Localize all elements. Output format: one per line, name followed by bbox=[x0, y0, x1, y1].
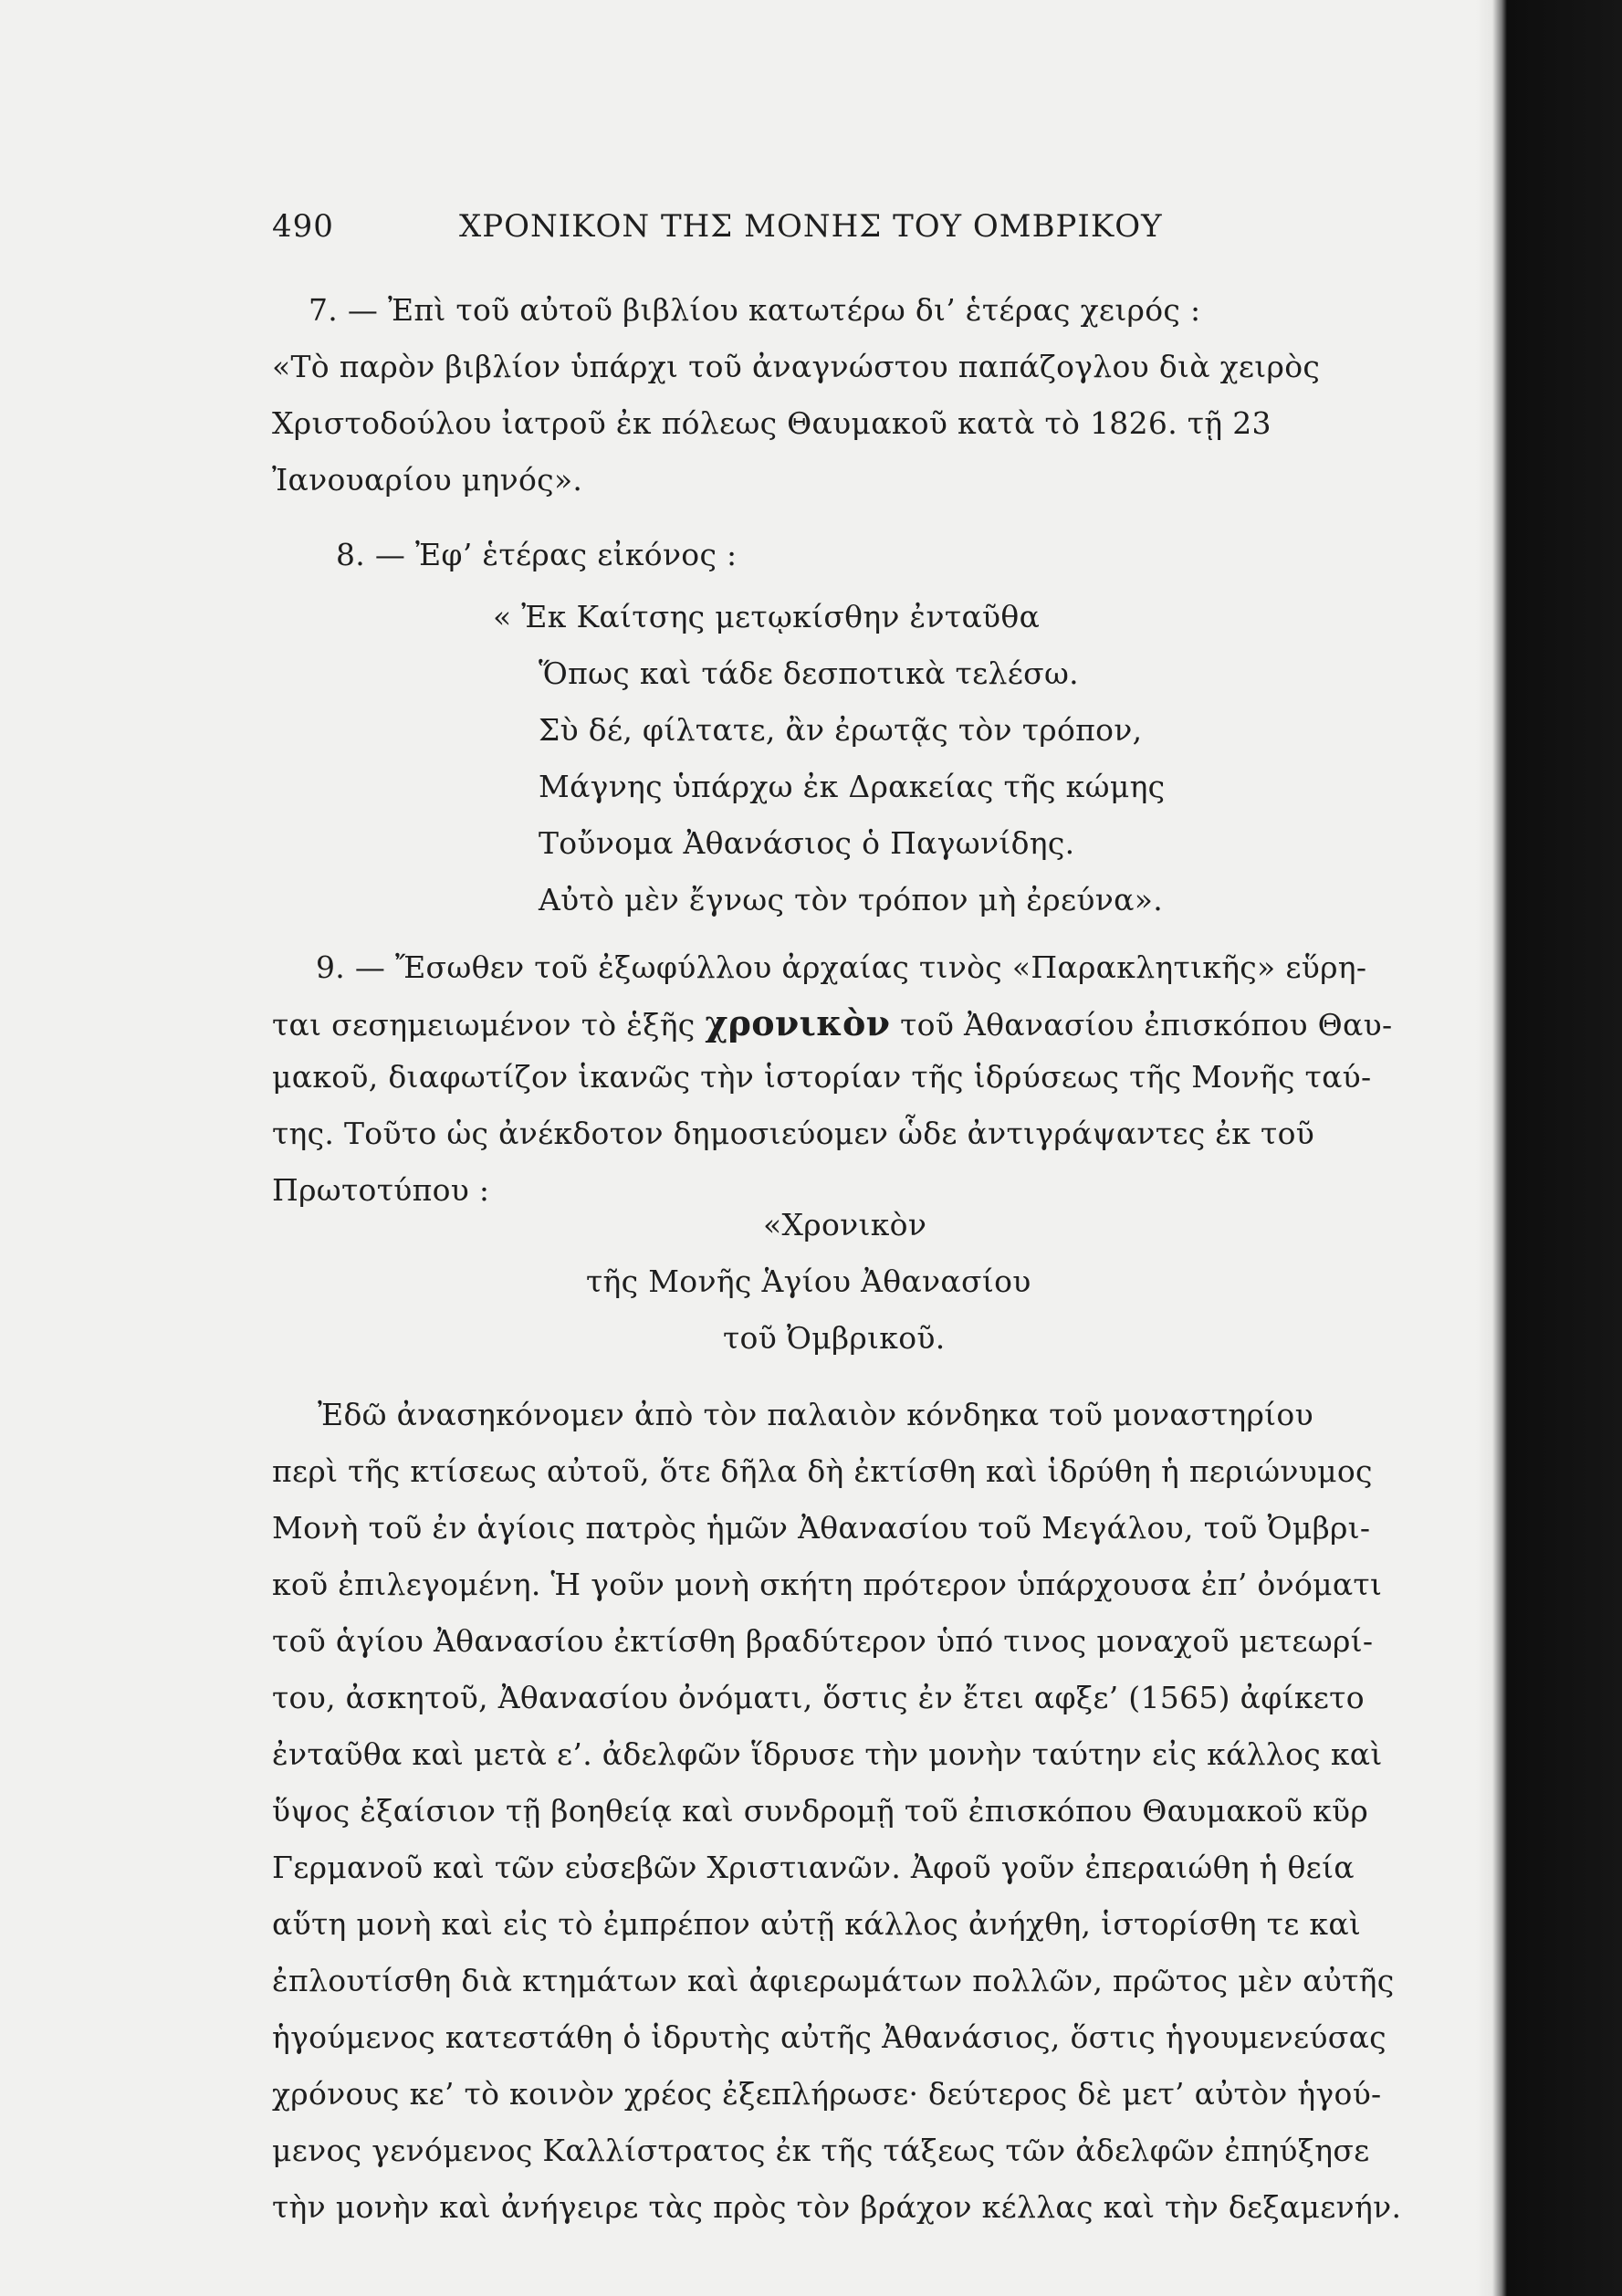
text-line: ἐπλουτίσθη διὰ κτημάτων καὶ ἀφιερωμάτων πολλῶν, πρῶτος μὲν αὐτῆς bbox=[272, 1963, 1395, 1998]
text-segment: ται σεσημειωμένον τὸ ἑξῆς bbox=[272, 1007, 696, 1043]
text-line: περὶ τῆς κτίσεως αὐτοῦ, ὅτε δῆλα δὴ ἐκτίσθη καὶ ἱδρύθη ἡ περιώνυμος bbox=[272, 1453, 1373, 1489]
text-line: τὴν μονὴν καὶ ἀνήγειρε τὰς πρὸς τὸν βράχον κέλλας καὶ τὴν δεξαμενήν. bbox=[272, 2189, 1402, 2225]
text-line: ἡγούμενος κατεστάθη ὁ ἱδρυτὴς αὐτῆς Ἀθανάσιος, ὅστις ἡγουμενεύσας bbox=[272, 2019, 1387, 2055]
text-line: 7. — Ἐπὶ τοῦ αὐτοῦ βιβλίου κατωτέρω δι’ ἑτέρας χειρός : bbox=[309, 292, 1201, 328]
text-line: «Τὸ παρὸν βιβλίον ὑπάρχι τοῦ ἀναγνώστου παπάζογλου διὰ χειρὸς bbox=[272, 349, 1321, 384]
text-line: Ἐδῶ ἀνασηκόνομεν ἀπὸ τὸν παλαιὸν κόνδηκα τοῦ μοναστηρίου bbox=[318, 1397, 1313, 1432]
text-line: Ἰανουαρίου μηνός». bbox=[272, 462, 583, 498]
verse-line: Τοὔνομα Ἀθανάσιος ὁ Παγωνίδης. bbox=[539, 825, 1075, 861]
text-segment: τοῦ Ἀθανασίου ἐπισκόπου Θαυ- bbox=[900, 1007, 1393, 1043]
text-line: κοῦ ἐπιλεγομένη. Ἡ γοῦν μονὴ σκήτη πρότερον ὑπάρχουσα ἐπ’ ὀνόματι bbox=[272, 1567, 1383, 1602]
verse-line: Μάγνης ὑπάρχω ἐκ Δρακείας τῆς κώμης bbox=[539, 769, 1166, 804]
text-line: Γερμανοῦ καὶ τῶν εὐσεβῶν Χριστιανῶν. Ἀφοῦ γοῦν ἐπεραιώθη ἡ θεία bbox=[272, 1850, 1355, 1885]
text-line: ὕψος ἐξαίσιον τῇ βοηθείᾳ καὶ συνδρομῇ τοῦ ἐπισκόπου Θαυμακοῦ κῦρ bbox=[272, 1793, 1369, 1829]
text-line: Πρωτοτύπου : bbox=[272, 1172, 490, 1208]
page-edge-shadow bbox=[1476, 0, 1622, 2296]
chronicle-title: τῆς Μονῆς Ἁγίου Ἀθανασίου bbox=[586, 1263, 1031, 1299]
text-line: 8. — Ἐφ’ ἑτέρας εἰκόνος : bbox=[336, 537, 738, 572]
chronicle-title: τοῦ Ὀμβρικοῦ. bbox=[723, 1320, 946, 1356]
text-line: μακοῦ, διαφωτίζον ἱκανῶς τὴν ἱστορίαν τῆς ἱδρύσεως τῆς Μονῆς ταύ- bbox=[272, 1059, 1372, 1095]
text-line bbox=[272, 1002, 1392, 1043]
text-line: Μονὴ τοῦ ἐν ἁγίοις πατρὸς ἡμῶν Ἀθανασίου τοῦ Μεγάλου, τοῦ Ὀμβρι- bbox=[272, 1510, 1371, 1546]
verse-line: Ὅπως καὶ τάδε δεσποτικὰ τελέσω. bbox=[539, 655, 1079, 691]
text-line: μενος γενόμενος Καλλίστρατος ἐκ τῆς τάξεως τῶν ἀδελφῶν ἐπηύξησε bbox=[272, 2133, 1370, 2168]
text-line: του, ἀσκητοῦ, Ἀθανασίου ὀνόματι, ὅστις ἐν ἔτει αφξε’ (1565) ἀφίκετο bbox=[272, 1680, 1365, 1715]
text-line: ἐνταῦθα καὶ μετὰ ε’. ἀδελφῶν ἵδρυσε τὴν μονὴν ταύτην εἰς κάλλος καὶ bbox=[272, 1736, 1383, 1772]
verse-line: Αὐτὸ μὲν ἔγνως τὸν τρόπον μὴ ἐρεύνα». bbox=[539, 882, 1163, 917]
text-line: 9. — Ἔσωθεν τοῦ ἐξωφύλλου ἀρχαίας τινὸς «Παρακλητικῆς» εὕρη- bbox=[316, 949, 1367, 985]
page-number: 490 bbox=[272, 208, 334, 245]
text-line: Χριστοδούλου ἰατροῦ ἐκ πόλεως Θαυμακοῦ κατὰ τὸ 1826. τῇ 23 bbox=[272, 405, 1271, 441]
text-line: της. Τοῦτο ὡς ἀνέκδοτον δημοσιεύομεν ὧδε ἀντιγράψαντες ἐκ τοῦ bbox=[272, 1116, 1315, 1151]
verse-line: « Ἐκ Καίτσης μετῳκίσθην ἐνταῦθα bbox=[493, 599, 1041, 634]
chronicle-title: «Χρονικὸν bbox=[763, 1207, 927, 1242]
verse-line: Σὺ δέ, φίλτατε, ἂν ἐρωτᾷς τὸν τρόπον, bbox=[539, 712, 1143, 748]
text-line: αὕτη μονὴ καὶ εἰς τὸ ἐμπρέπον αὐτῇ κάλλος ἀνήχθη, ἱστορίσθη τε καὶ bbox=[272, 1906, 1362, 1942]
text-line: χρόνους κε’ τὸ κοινὸν χρέος ἐξεπλήρωσε· δεύτερος δὲ μετ’ αὐτὸν ἡγού- bbox=[272, 2076, 1382, 2112]
emphasized-word: χρονικὸν bbox=[705, 1002, 891, 1043]
text-line: τοῦ ἁγίου Ἀθανασίου ἐκτίσθη βραδύτερον ὑπό τινος μοναχοῦ μετεωρί- bbox=[272, 1623, 1374, 1659]
running-title: ΧΡΟΝΙΚΟΝ ΤΗΣ ΜΟΝΗΣ ΤΟΥ ΟΜΒΡΙΚΟΥ bbox=[459, 208, 1163, 245]
